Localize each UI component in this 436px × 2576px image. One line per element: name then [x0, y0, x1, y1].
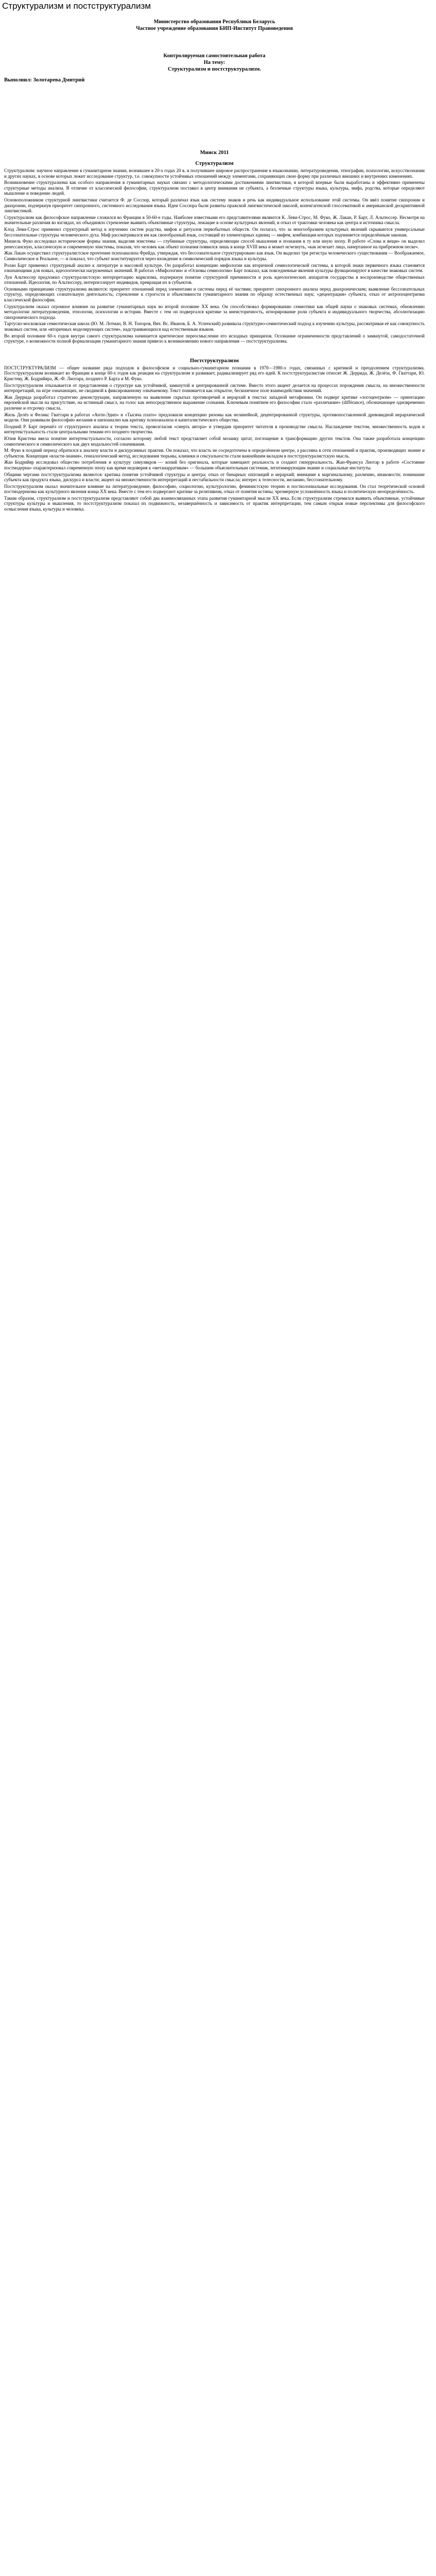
city-year: Минск 2011	[200, 150, 229, 156]
section-body-poststructuralism	[4, 365, 425, 513]
paragraph: Основоположником структурной лингвистики считается Ф. де Соссюр, который различал язык как систему знаков и речь как индивидуальное использование этой системы. Он ввёл понятие синхронии и диахронии, подчеркнув приоритет синхронного, системного исследования языка. Идеи Соссюра были развиты пражской лингвистической школой, копенгагенской глоссематикой и американской дескриптивной лингвистикой.	[4, 197, 425, 214]
topic-title: Структурализм и постструктурализм.	[167, 66, 261, 72]
institute-line: Частное учреждение образования БИП-Институт Правоведения	[136, 26, 293, 31]
paragraph: Таким образом, структурализм и постструктурализм представляют собой два взаимосвязанных этапа развития гуманитарной мысли XX века. Если структурализм стремился выявить объективные, устойчивые структуры культуры и мышления, то постструктурализм показал их подвижность, незавершённость и зависимость от практик интерпретации, тем самым открыв новые перспективы для философского осмысления языка, культуры и человека.	[4, 495, 425, 512]
section-heading-structuralism: Структурализм	[195, 161, 234, 166]
paragraph: Ролан Барт применил структурный анализ к литературе и массовой культуре. Он разработал концепцию мифологии как вторичной семиологической системы, в которой знаки первичного языка становятся означающими для новых, идеологически нагруженных значений. В работах «Мифологии» и «Основы семиологии» Барт показал, как повседневные явления культуры функционируют в качестве знаковых систем.	[4, 262, 425, 274]
document-page	[4, 14, 425, 513]
paragraph: Клод Леви-Строс применил структурный метод к изучению систем родства, мифов и ритуалов первобытных обществ. Он полагал, что за многообразием культурных явлений скрываются универсальные бессознательные структуры человеческого духа. Миф рассматривался им как своеобразный язык, состоящий из элементарных единиц — мифем, комбинация которых подчиняется определённым законам.	[4, 226, 425, 238]
paragraph: Структурализм: научное направление в гуманитарном знании, возникшее в 20-х годах 20 в. и получившее широкое распространение в языкознании, литературоведении, этнографии, психологии, искусствознании и других науках, в основе которых лежит исследование структур, т.е. совокупности устойчивых отношений между элементами, сохраняющих свою форму при различных внешних и внутренних изменениях.	[4, 168, 425, 179]
paragraph: Тартуско-московская семиотическая школа (Ю. М. Лотман, В. Н. Топоров, Вяч. Вс. Иванов, Б. А. Успенский) развивала структурно-семиотический подход к изучению культуры, рассматривая её как совокупность знаковых систем, или «вторичных моделирующих систем», надстраивающихся над естественным языком.	[4, 321, 425, 332]
work-type: Контролируемая самостоятельная работа	[163, 53, 266, 59]
paragraph: Структурализм как философское направление сложился во Франции в 50-60-е годы. Наиболее известными его представителями являются К. Леви-Строс, М. Фуко, Ж. Лакан, Р. Барт, Л. Альтюссер. Несмотря на значительные различия во взглядах, их объединяло стремление выявить объективные структуры, лежащие в основе культурных явлений, и отказ от трактовки человека как центра и источника смысла.	[4, 214, 425, 226]
paragraph: Постструктурализм оказал значительное влияние на литературоведение, философию, социологию, культурологию, феминистскую теорию и постколониальные исследования. Он стал теоретической основой постмодернизма как культурного явления конца XX века. Вместе с тем его подвергают критике за релятивизм, отказ от понятия истины, чрезмерную усложнённость языка и политическую неопределённость.	[4, 483, 425, 495]
paragraph: Юлия Кристева ввела понятие интертекстуальности, согласно которому любой текст представляет собой мозаику цитат, поглощение и трансформацию других текстов. Она также разработала концепцию семиотического и символического как двух модальностей означивания.	[4, 435, 425, 447]
section-heading-poststructuralism: Постструктурализм	[190, 358, 239, 364]
paragraph: М. Фуко в поздний период обратился к анализу власти и дискурсивных практик. Он показал, что власть не сосредоточена в определённом центре, а рассеяна в сети отношений и практик, производящих знание и субъектов. Концепция «власти-знания», генеалогический метод, исследования тюрьмы, клиники и сексуальности стали важнейшим вкладом в постструктуралистскую мысль.	[4, 448, 425, 459]
paragraph: Основными принципами структурализма являются: приоритет отношений перед элементами и системы перед её частями; приоритет синхронного анализа перед диахроническим; выявление бессознательных структур, определяющих сознательную деятельность; стремление к строгости и объективности гуманитарного знания по образцу естественных наук; «децентрация» субъекта, отказ от антропоцентризма классической философии.	[4, 286, 425, 303]
paragraph: ПОСТСТРУКТУРАЛИЗМ — общее название ряда подходов в философском и социально-гуманитарном познании в 1970—1980-х годах, связанных с критикой и преодолением структурализма. Постструктурализм возникает во Франции в конце 60-х годов как реакция на структурализм и развивает, радикализирует ряд его идей. К постструктуралистам относят Ж. Деррида, Ж. Делёза, Ф. Гваттари, Ю. Кристеву, Ж. Бодрийяра, Ж.-Ф. Лиотара, позднего Р. Барта и М. Фуко.	[4, 365, 425, 381]
section-body-structuralism	[4, 168, 425, 345]
paragraph: Мишель Фуко исследовал исторические формы знания, выделяя эпистемы — глубинные структуры, определяющие способ мышления и познания в ту или иную эпоху. В работе «Слова и вещи» он выделил ренессансную, классическую и современную эпистемы, показав, что человек как объект познания появился лишь в конце XVIII века и может исчезнуть, «как исчезает лицо, начертанное на прибрежном песке».	[4, 239, 425, 249]
page-title: Структурализм и постструктурализм	[2, 1, 151, 11]
paragraph: Жиль Делёз и Феликс Гваттари в работах «Анти-Эдип» и «Тысяча плато» предложили концепцию ризомы как нелинейной, децентрированной структуры, противопоставленной древовидной иерархической модели. Они развивали философию желания и шизоанализ как критику психоанализа и капиталистического общества.	[4, 412, 425, 423]
paragraph: Возникновение структурализма как особого направления в гуманитарных науках связано с методологическими достижениями лингвистики, в которой впервые были выработаны и эффективно применены структурные методы анализа. В отличие от классической философии, структурализм поставил в центр внимания не субъекта, а безличные структуры языка, культуры, мифа, родства, которые определяют мышление и поведение людей.	[4, 180, 425, 196]
topic-label: На тему:	[203, 60, 225, 65]
ministry-line: Министерство образования Республики Беларусь	[153, 19, 275, 25]
paragraph: Луи Альтюссер предложил структуралистскую интерпретацию марксизма, подчеркнув понятие структурной причинности и роль идеологических аппаратов государства в воспроизводстве общественных отношений. Идеология, по Альтюссеру, интерпеллирует индивидов, превращая их в субъектов.	[4, 274, 425, 285]
paragraph: Постструктурализм отказывается от представления о структуре как устойчивой, замкнутой и центрированной системе. Вместо этого акцент делается на процессах порождения смысла, на множественности интерпретаций, на игре означающих, не сводимой к фиксированному означаемому. Текст понимается как открытое, бесконечное поле взаимодействия значений.	[4, 382, 425, 394]
paragraph: Жан Бодрийяр исследовал общество потребления и культуру симулякров — копий без оригинала, которые замещают реальность и создают гиперреальность. Жан-Франсуа Лиотар в работе «Состояние постмодерна» охарактеризовал современную эпоху как время недоверия к «метанарративам» — большим объяснительным системам, легитимирующим знание и социальные институты.	[4, 460, 425, 470]
paragraph: Структурализм оказал огромное влияние на развитие гуманитарных наук во второй половине XX века. Он способствовал формированию семиотики как общей науки о знаковых системах, обновлению методологии литературоведения, этнологии, психологии и истории. Вместе с тем он подвергался критике за внеисторичность, игнорирование роли субъекта и индивидуального творчества, абсолютизацию синхронического подхода.	[4, 303, 425, 320]
paragraph: Поздний Р. Барт перешёл от структурного анализа к теории текста, провозгласив «смерть автора» и утвердив приоритет читателя в производстве смысла. Наслаждение текстом, множественность кодов и интертекстуальность стали центральными темами его позднего творчества.	[4, 423, 425, 435]
performed-by: Выполнил: Золотарева Дмитрий	[4, 77, 85, 83]
paragraph: Жак Деррида разработал стратегию деконструкции, направленную на выявление скрытых противоречий и иерархий в текстах западной метафизики. Он подверг критике «логоцентризм» — ориентацию европейской мысли на присутствие, на истинный смысл, на голос как непосредственное выражение сознания. Ключевым понятием его философии стало «различание» (différance), обозначающее одновременно различие и отсрочку смысла.	[4, 394, 425, 411]
paragraph: Во второй половине 60-х годов внутри самого структурализма начинается критическое переосмысление его исходных принципов. Осознание ограниченности представлений о замкнутой, самодостаточной структуре, о возможности полной формализации гуманитарного знания привело к возникновению нового направления — постструктурализма.	[4, 333, 425, 344]
paragraph: Жак Лакан осуществил структуралистское прочтение психоанализа Фрейда, утверждая, что бессознательное структурировано как язык. Он выделил три регистра человеческого существования — Воображаемое, Символическое и Реальное, — и показал, что субъект конституируется через вхождение в символический порядок языка и культуры.	[4, 250, 425, 261]
paragraph: Общими чертами постструктурализма являются: критика понятия устойчивой структуры и центра; отказ от бинарных оппозиций и иерархий; внимание к маргинальному, различию, инаковости; понимание субъекта как продукта языка, дискурса и власти; акцент на множественности интерпретаций и нестабильности смысла; интерес к телесности, желанию, бессознательному.	[4, 471, 425, 483]
